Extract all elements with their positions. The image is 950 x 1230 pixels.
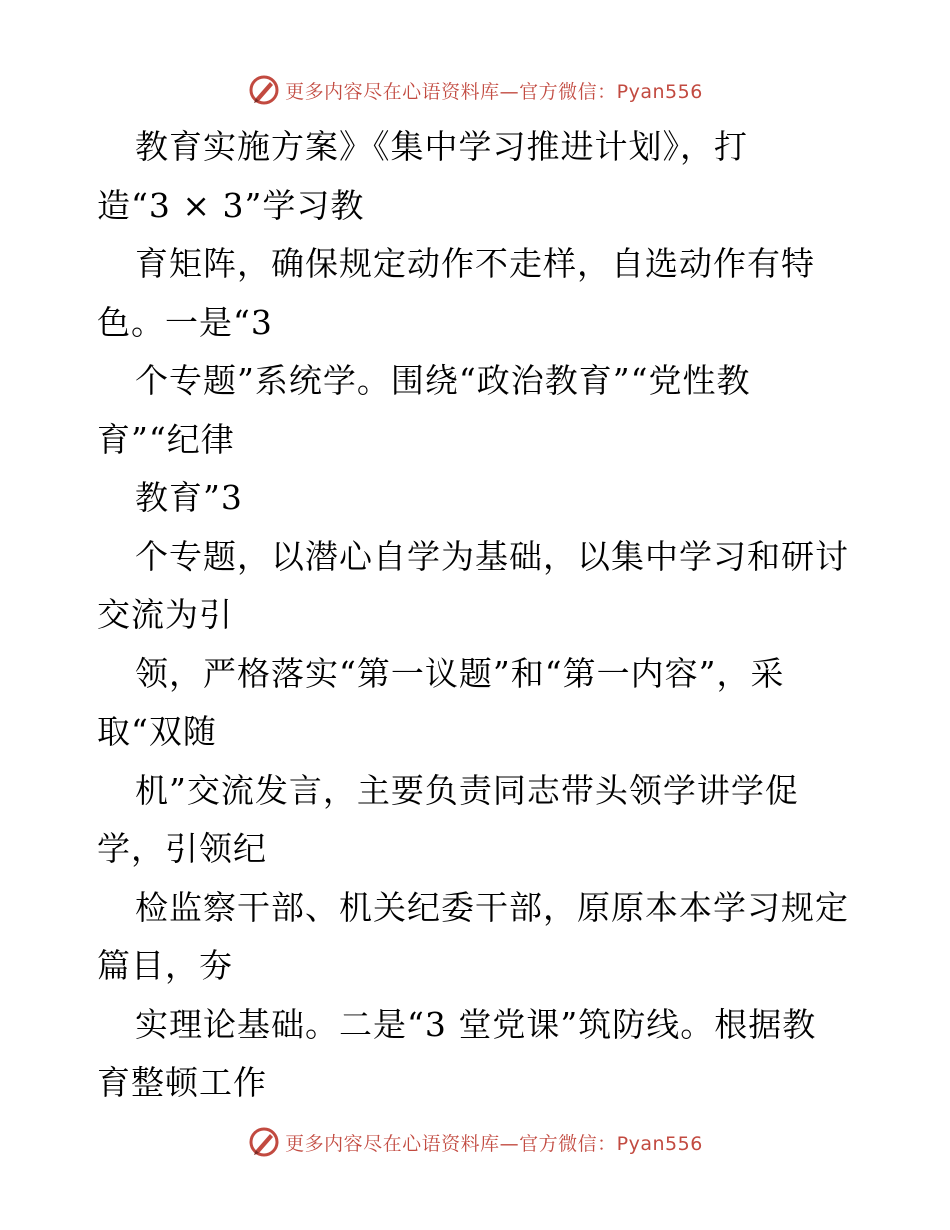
text-line: 育矩阵，确保规定动作不走样，自选动作有特 bbox=[135, 244, 815, 283]
text-line: 个专题”系统学。围绕“政治教育”“党性教 bbox=[135, 361, 751, 400]
text-line: 领，严格落实“第一议题”和“第一内容”，采 bbox=[135, 653, 785, 693]
footer-watermark bbox=[0, 1122, 950, 1162]
document-body bbox=[97, 118, 867, 1113]
text-line: 教育实施方案》《集中学习推进计划》，打 bbox=[135, 127, 748, 166]
text-line: 机”交流发言，主要负责同志带头领学讲学促 bbox=[135, 770, 799, 810]
header-watermark bbox=[0, 70, 950, 110]
text-line: 育”“纪律 bbox=[97, 419, 235, 459]
text-line: 实理论基础。二是“3 堂党课”筑防线。根据教 bbox=[135, 1004, 817, 1044]
text-line: 篇目，夯 bbox=[97, 946, 233, 985]
text-line: 个专题，以潜心自学为基础，以集中学习和研讨 bbox=[135, 536, 849, 576]
pen-seal-icon bbox=[247, 73, 281, 107]
text-line: 学，引领纪 bbox=[97, 829, 267, 868]
text-line: 育整顿工作 bbox=[97, 1063, 267, 1102]
text-line: 检监察干部、机关纪委干部，原原本本学习规定 bbox=[135, 887, 849, 927]
text-line: 造“3 × 3”学习教 bbox=[97, 185, 365, 225]
text-line: 色。一是“3 bbox=[97, 302, 273, 342]
watermark-text: 更多内容尽在心语资料库—官方微信：Pyan556 bbox=[285, 80, 703, 103]
watermark-text: 更多内容尽在心语资料库—官方微信：Pyan556 bbox=[285, 1132, 703, 1155]
text-line: 交流为引 bbox=[97, 595, 233, 634]
text-line: 取“双随 bbox=[97, 712, 217, 751]
pen-seal-icon bbox=[247, 1125, 281, 1159]
text-line: 教育”3 bbox=[135, 478, 243, 517]
